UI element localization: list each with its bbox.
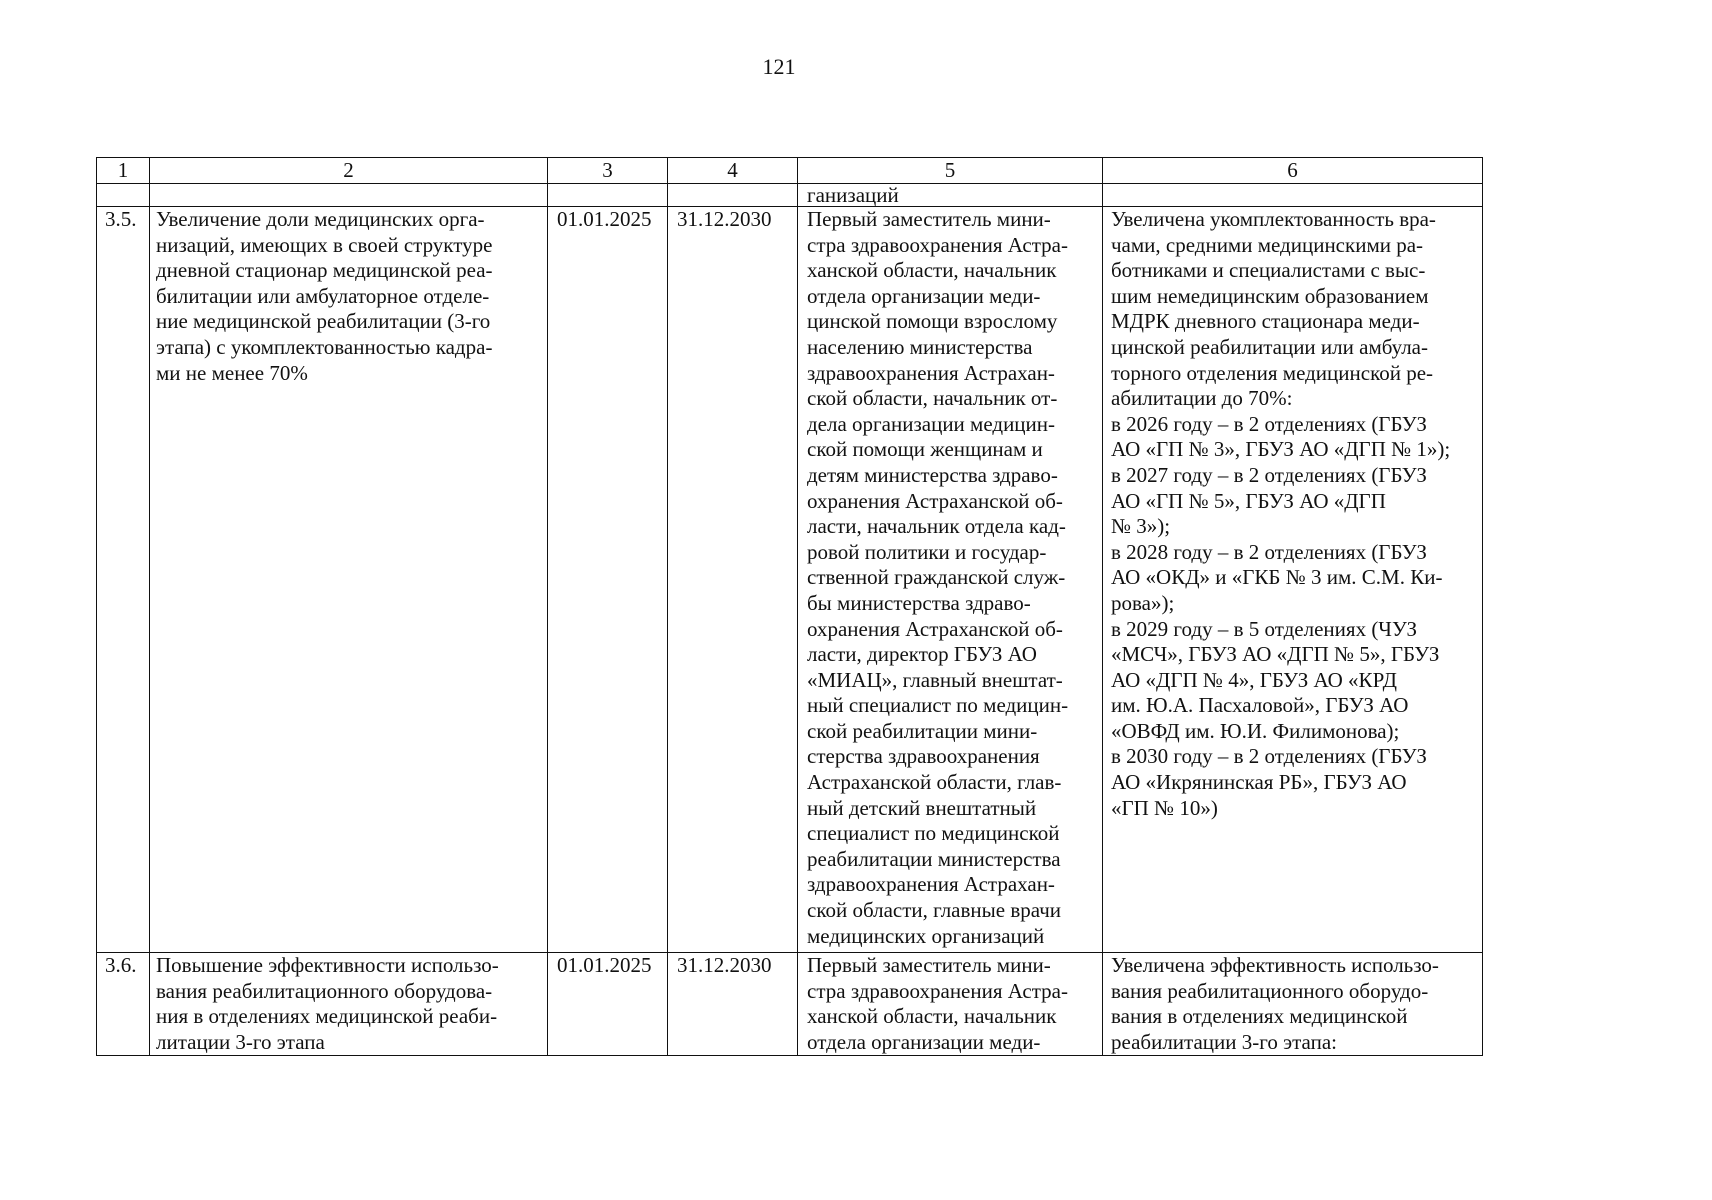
continuation-row <box>97 184 1483 207</box>
empty-cell <box>548 184 668 207</box>
start-date: 01.01.2025 <box>548 953 668 1056</box>
column-header: 3 <box>548 158 668 184</box>
plan-table <box>96 157 1483 1056</box>
expected-result: Увеличена укомплектованность вра- чами, средними медицинскими ра- ботниками и специалистами с выс- шим немедицинским образованием МДРК дневного стационара меди- цинской реабилитации или амбула- торного отделения медицинской ре- абилитации до 70%: в 2026 году – в 2 отделениях (ГБУЗ АО «ГП № 3», ГБУЗ АО «ДГП № 1»); в 2027 году – в 2 отделениях (ГБУЗ АО «ГП № 5», ГБУЗ АО «ДГП № 3»); в 2028 году – в 2 отделениях (ГБУЗ АО «ОКД» и «ГКБ № 3 им. С.М. Ки- рова»); в 2029 году – в 5 отделениях (ЧУЗ «МСЧ», ГБУЗ АО «ДГП № 5», ГБУЗ АО «ДГП № 4», ГБУЗ АО «КРД им. Ю.А. Пасхаловой», ГБУЗ АО «ОВФД им. Ю.И. Филимонова); в 2030 году – в 2 отделениях (ГБУЗ АО «Икрянинская РБ», ГБУЗ АО «ГП № 10») <box>1103 207 1483 953</box>
empty-cell <box>97 184 150 207</box>
empty-cell <box>1103 184 1483 207</box>
responsible-persons: Первый заместитель мини- стра здравоохранения Астра- ханской области, начальник отдела организации меди- <box>798 953 1103 1056</box>
item-number: 3.5. <box>97 207 150 953</box>
table-row <box>97 207 1483 953</box>
item-number: 3.6. <box>97 953 150 1056</box>
column-header: 5 <box>798 158 1103 184</box>
task-description: Увеличение доли медицинских орга- низаций, имеющих в своей структуре дневной стационар медицинской реа- билитации или амбулаторное отделе- ние медицинской реабилитации (3-го этапа) с укомплектованностью кадра- ми не менее 70% <box>150 207 548 953</box>
responsible-persons: Первый заместитель мини- стра здравоохранения Астра- ханской области, начальник отдела организации меди- цинской помощи взрослому населению министерства здравоохранения Астрахан- ской области, начальник от- дела организации медицин- ской помощи женщинам и детям министерства здраво- охранения Астраханской об- ласти, начальник отдела кад- ровой политики и государ- ственной гражданской служ- бы министерства здраво- охранения Астраханской об- ласти, директор ГБУЗ АО «МИАЦ», главный внештат- ный специалист по медицин- ской реабилитации мини- стерства здравоохранения Астраханской области, глав- ный детский внештатный специалист по медицинской реабилитации министерства здравоохранения Астрахан- ской области, главные врачи медицинских организаций <box>798 207 1103 953</box>
end-date: 31.12.2030 <box>668 207 798 953</box>
column-header: 6 <box>1103 158 1483 184</box>
empty-cell <box>150 184 548 207</box>
column-header: 2 <box>150 158 548 184</box>
expected-result: Увеличена эффективность использо- вания реабилитационного оборудо- вания в отделениях медицинской реабилитации 3-го этапа: <box>1103 953 1483 1056</box>
column-number-row <box>97 158 1483 184</box>
column-header: 1 <box>97 158 150 184</box>
table-row <box>97 953 1483 1056</box>
continued-responsible-text: ганизаций <box>798 184 1103 207</box>
end-date: 31.12.2030 <box>668 953 798 1056</box>
task-description: Повышение эффективности использо- вания реабилитационного оборудова- ния в отделениях медицинской реаби- литации 3-го этапа <box>150 953 548 1056</box>
empty-cell <box>668 184 798 207</box>
column-header: 4 <box>668 158 798 184</box>
page-number: 121 <box>762 54 796 79</box>
start-date: 01.01.2025 <box>548 207 668 953</box>
